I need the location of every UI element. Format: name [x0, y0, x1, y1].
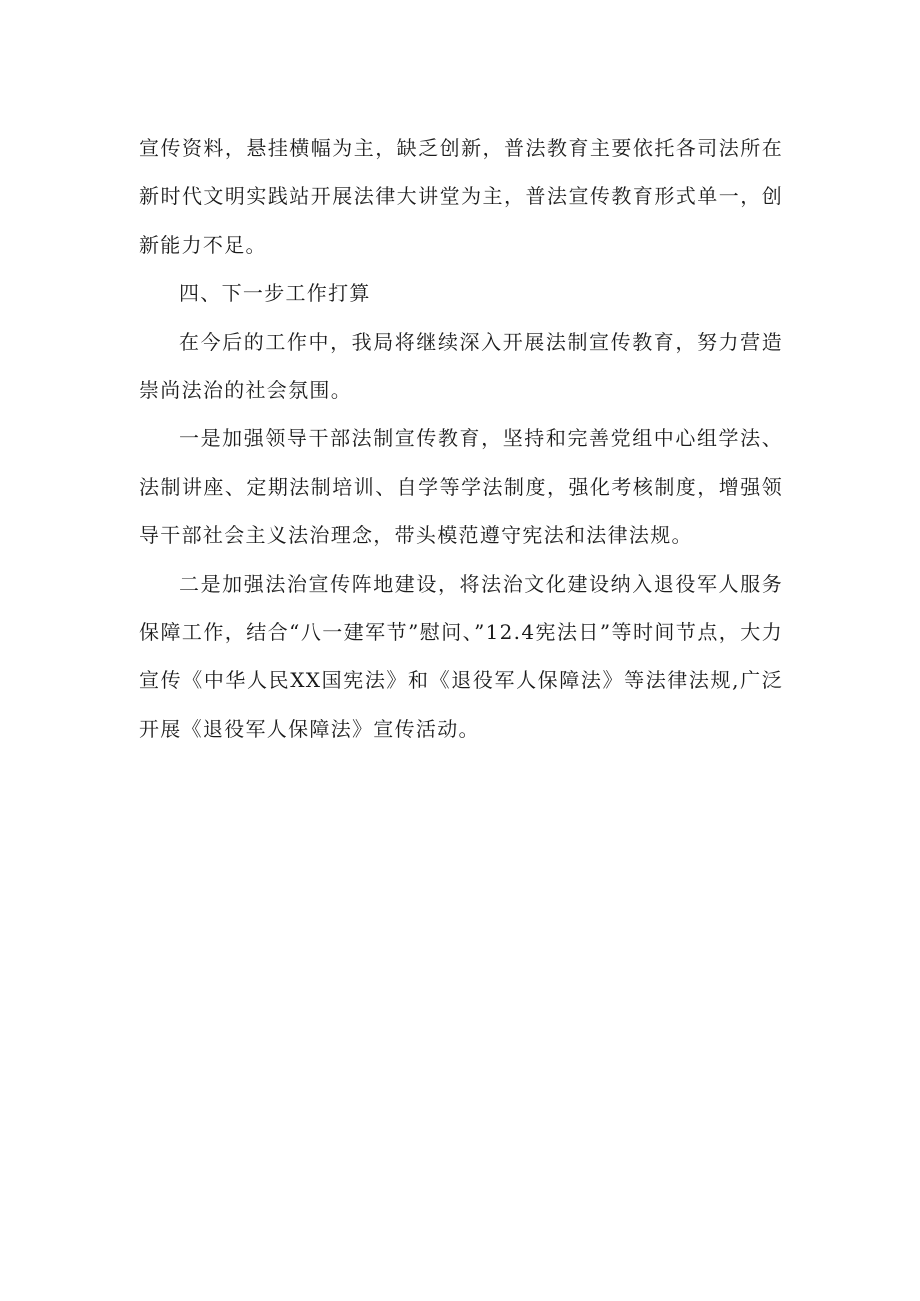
section-heading-next-steps: 四、下一步工作打算	[179, 281, 371, 306]
paragraph-continuation: 宣传资料，悬挂横幅为主，缺乏创新，普法教育主要依托各司法所在新时代文明实践站开展法律大讲堂为主，普法宣传教育形式单一，创新能力不足。	[139, 136, 783, 257]
paragraph-publicity-base: 二是加强法治宣传阵地建设，将法治文化建设纳入退役军人服务保障工作，结合“八一建军节”慰问、”12.4宪法日”等时间节点，大力宣传《中华人民XX国宪法》和《退役军人保障法》等法律法规,广泛开展《退役军人保障法》宣传活动。	[139, 571, 783, 741]
document-body	[139, 124, 783, 753]
paragraph-future-work: 在今后的工作中，我局将继续深入开展法制宣传教育，努力营造崇尚法治的社会氛围。	[139, 329, 783, 403]
paragraph-leadership-education: 一是加强领导干部法制宣传教育，坚持和完善党组中心组学法、法制讲座、定期法制培训、自学等学法制度，强化考核制度，增强领导干部社会主义法治理念，带头模范遵守宪法和法律法规。	[139, 426, 783, 548]
